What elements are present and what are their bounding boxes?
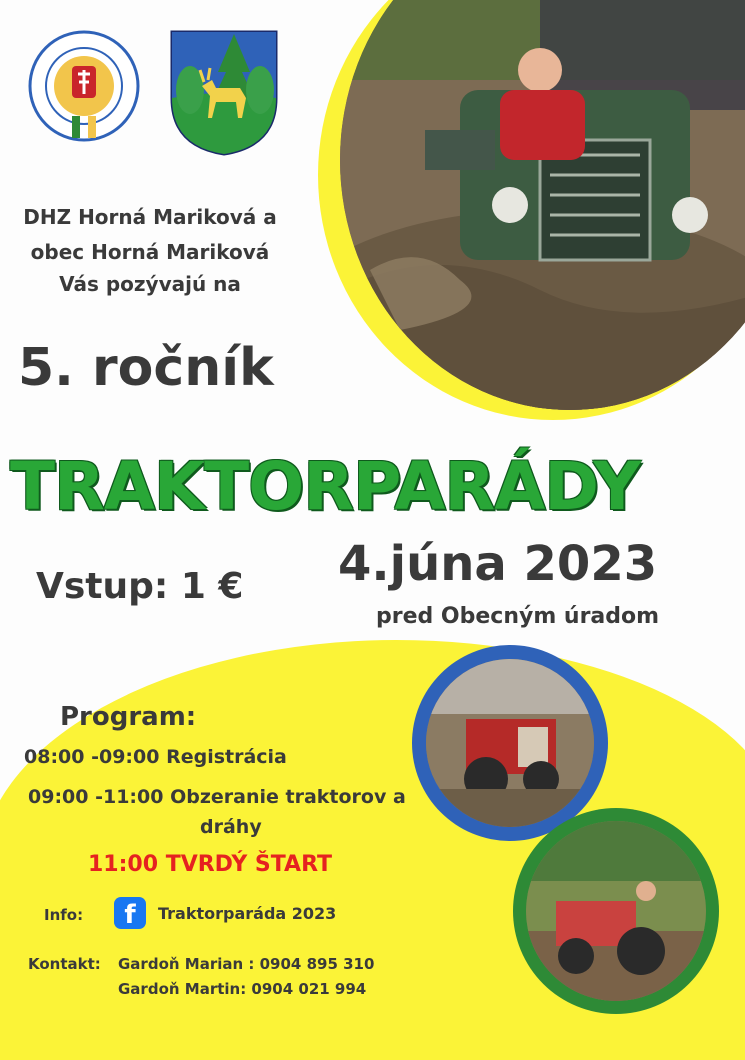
red-tractor-photo bbox=[426, 659, 594, 827]
entry-fee: Vstup: 1 € bbox=[36, 566, 244, 607]
invitation-line-3: Vás pozývajú na bbox=[59, 272, 241, 296]
facebook-icon: f bbox=[114, 897, 146, 929]
muddy-tractor-photo-illustration bbox=[526, 821, 706, 1001]
firefighter-emblem-icon bbox=[28, 30, 140, 142]
contact-label: Kontakt: bbox=[28, 955, 101, 973]
red-tractor-photo-illustration bbox=[426, 659, 594, 827]
invitation-line-1: DHZ Horná Mariková a bbox=[23, 205, 277, 229]
deer-coat-of-arms-icon bbox=[168, 28, 280, 158]
info-label: Info: bbox=[44, 906, 84, 924]
invitation-line-2: obec Horná Mariková bbox=[30, 240, 270, 264]
program-item-inspection: 09:00 -11:00 Obzeranie traktorov a bbox=[28, 786, 406, 808]
municipality-crest bbox=[168, 28, 280, 158]
muddy-tractor-photo bbox=[526, 821, 706, 1001]
event-venue: pred Obecným úradom bbox=[376, 604, 660, 629]
dhz-logo bbox=[28, 30, 140, 142]
event-title: TRAKTORPARÁDY bbox=[10, 448, 641, 525]
edition-heading: 5. ročník bbox=[18, 338, 274, 398]
contact-line-1: Gardoň Marian : 0904 895 310 bbox=[118, 955, 375, 973]
program-item-inspection-cont: dráhy bbox=[200, 816, 262, 838]
contact-line-2: Gardoň Martin: 0904 021 994 bbox=[118, 980, 367, 998]
event-date: 4.júna 2023 bbox=[338, 536, 658, 592]
program-heading: Program: bbox=[60, 702, 197, 732]
program-item-start: 11:00 TVRDÝ ŠTART bbox=[88, 852, 333, 877]
program-item-registration: 08:00 -09:00 Registrácia bbox=[24, 746, 287, 768]
facebook-page-name: Traktorparáda 2023 bbox=[158, 904, 337, 923]
